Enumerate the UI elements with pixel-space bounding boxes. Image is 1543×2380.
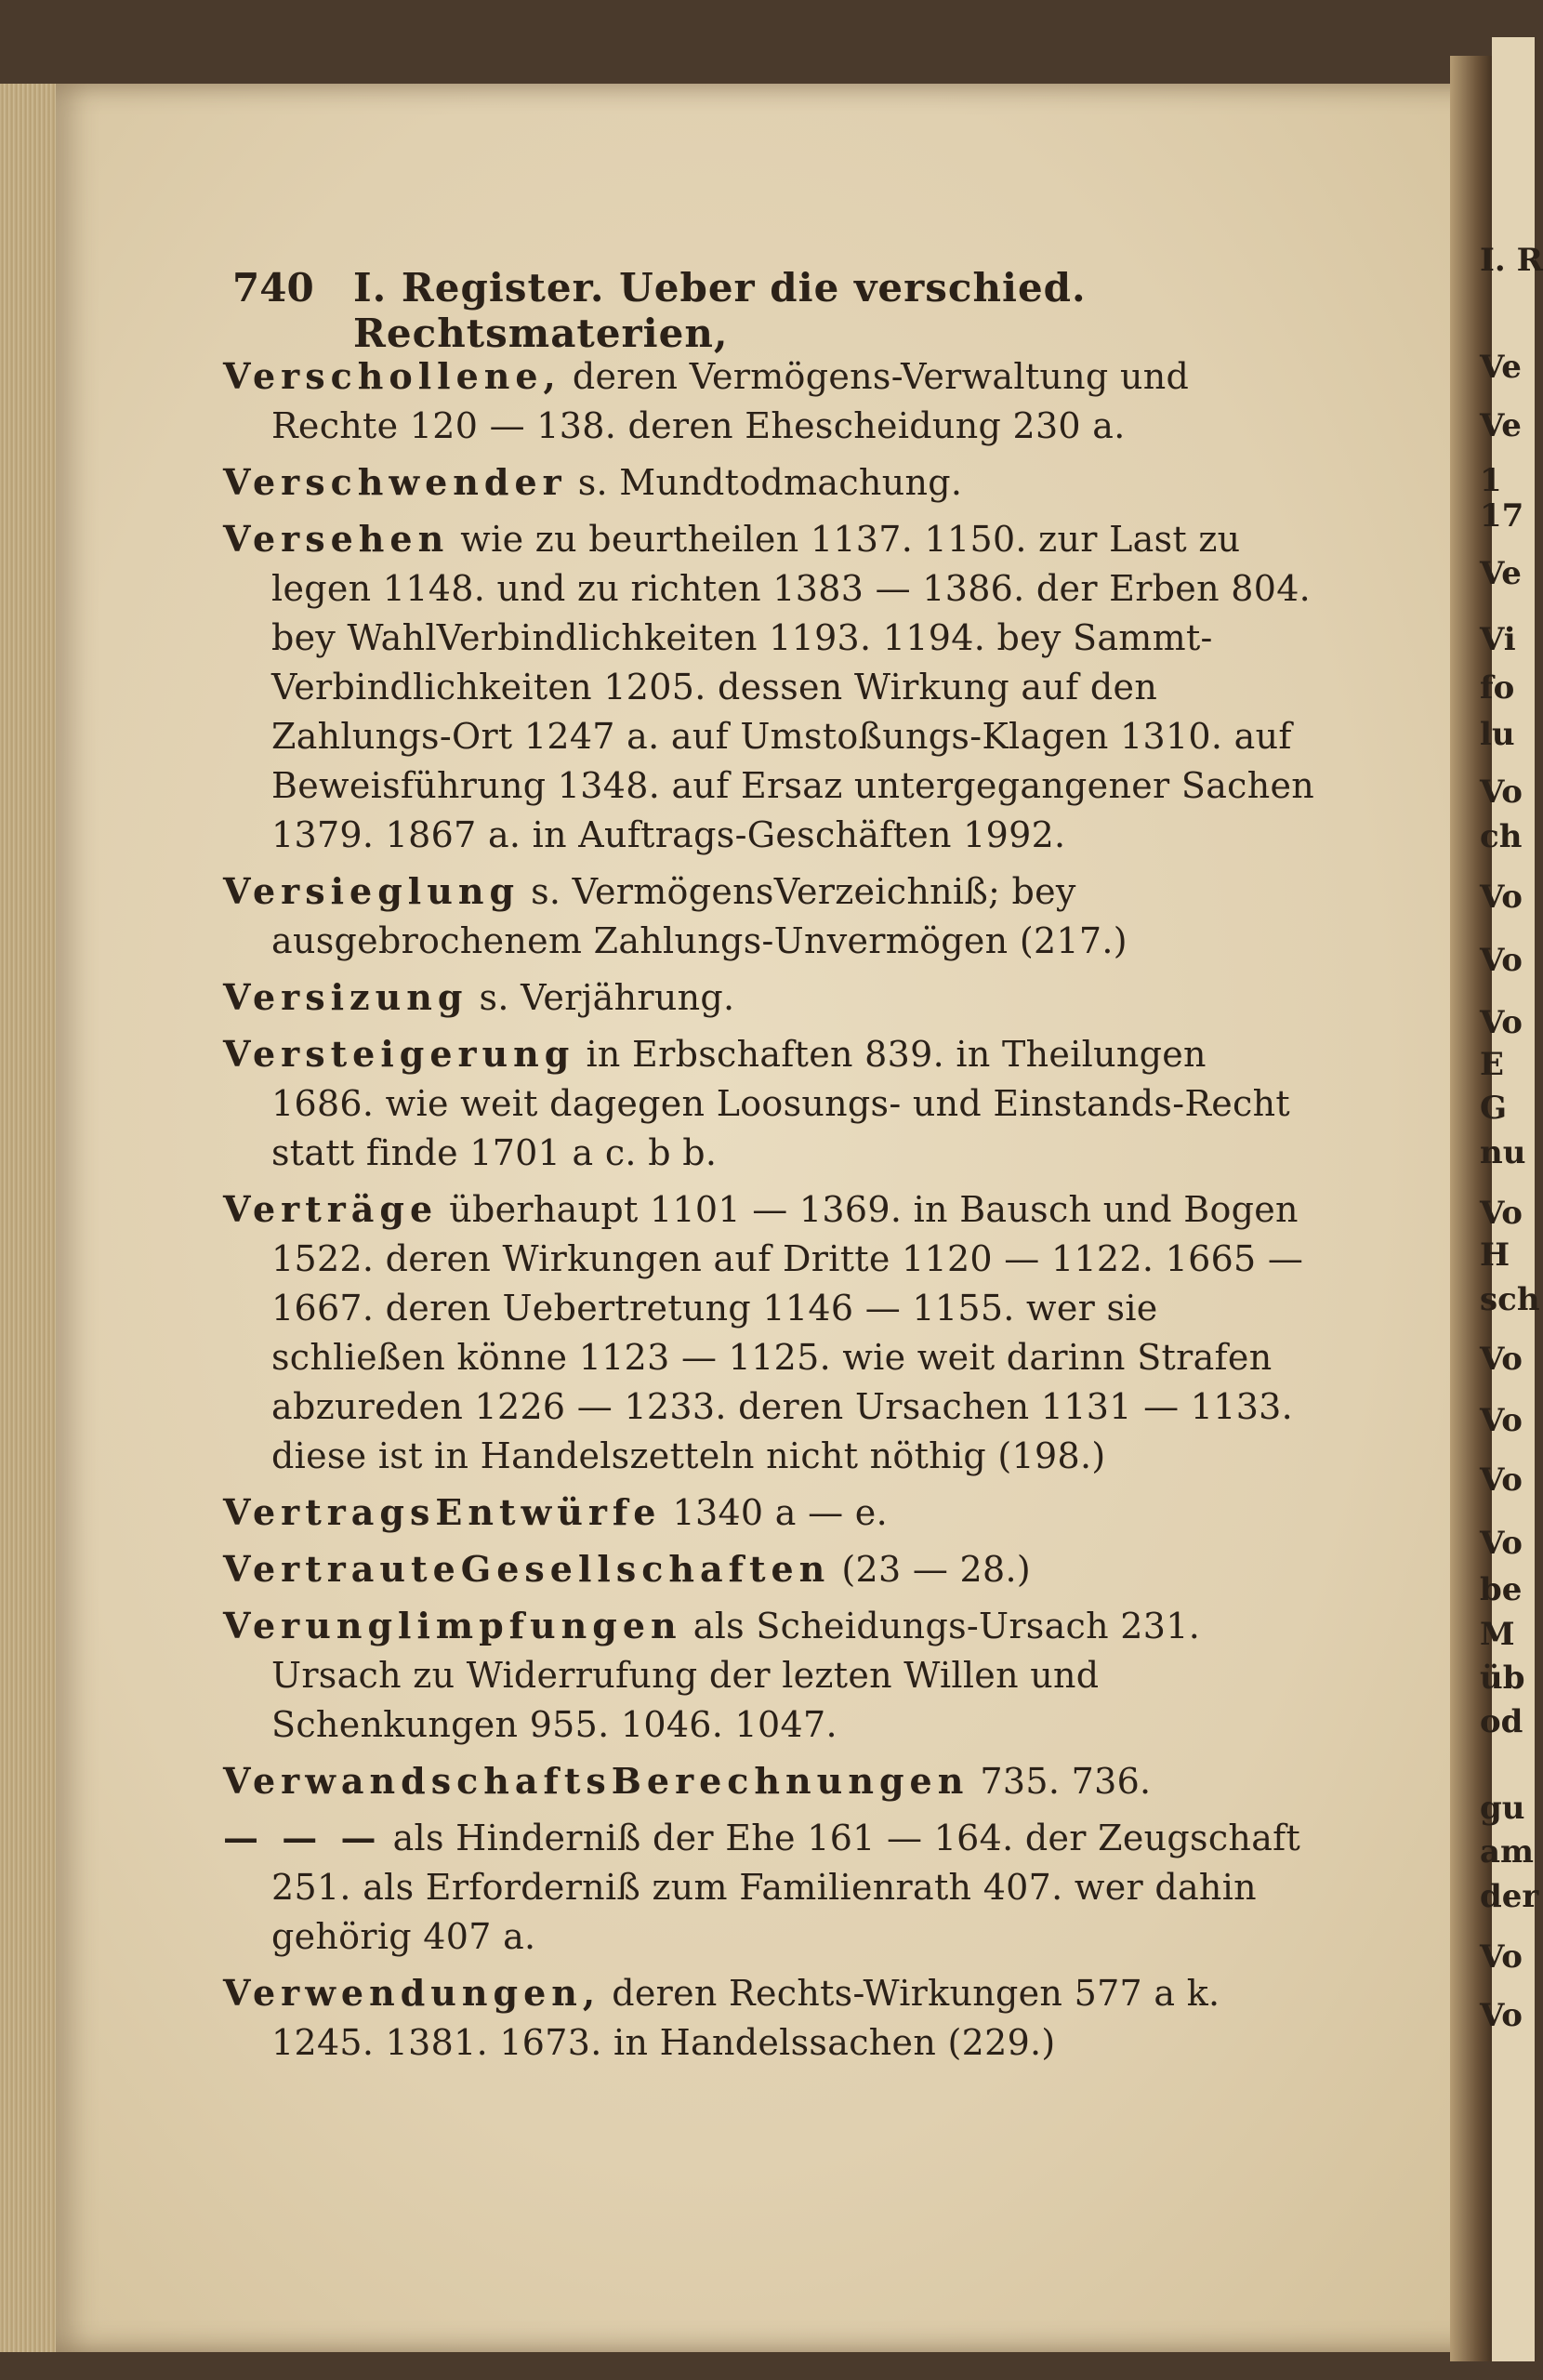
next-page-fragment: nu [1480,1134,1526,1171]
entry-head: — — — [223,1817,382,1858]
next-page-fragment: E [1480,1046,1504,1083]
entry-head: Versteigerung [223,1033,575,1075]
running-title: I. Register. Ueber die verschied. Rechtsmaterien, [353,265,1087,356]
next-page-fragment: Vo [1480,879,1523,916]
next-page-fragment: sch [1480,1281,1540,1318]
entry-text: als Hinderniß der Ehe 161 — 164. der Zeugschaft 251. als Erforderniß zum Familienrath 407. wer dahin gehörig 407 a. [271,1818,1301,1957]
register-entry [223,457,1320,508]
entry-text: deren Rechts-Wirkungen 577 a k. 1245. 1381. 1673. in Handelssachen (229.) [271,1973,1220,2063]
next-page-fragment: der [1480,1878,1539,1915]
page-header [232,265,1320,356]
entry-head: Versizung [223,976,468,1018]
entry-head: Verunglimpfungen [223,1605,682,1646]
entry-head: VertragsEntwürfe [223,1491,662,1533]
next-page-fragment: I. R [1480,242,1543,279]
entry-text: deren Vermögens-Verwaltung und Rechte 120 — 138. deren Ehescheidung 230 a. [271,356,1190,446]
next-page-fragment: 17 [1480,497,1524,535]
next-page-fragment: Vo [1480,1341,1523,1378]
next-page-fragment: Vo [1480,1402,1523,1439]
next-page-fragment: M [1480,1616,1515,1653]
register-entry [223,1029,1320,1178]
next-page-fragment: gu [1480,1790,1525,1827]
next-page-fragment: Vi [1480,621,1516,658]
entry-head: Verwendungen, [223,1972,601,2014]
next-page-fragment: Vo [1480,1195,1523,1232]
next-page-fragment: od [1480,1703,1523,1740]
next-page-fragment: H [1480,1236,1510,1274]
entry-text: s. VermögensVerzeichniß; bey ausgebrochenem Zahlungs-Unvermögen (217.) [271,871,1128,961]
register-entry [223,972,1320,1023]
register-entry [223,1813,1320,1962]
next-page-fragment: Vo [1480,1461,1523,1499]
next-page-fragment: G [1480,1090,1508,1127]
register-entry [223,1968,1320,2068]
entry-text: in Erbschaften 839. in Theilungen 1686. wie weit dagegen Loosungs- und Einstands-Recht statt finde 1701 a c. b b. [271,1034,1290,1173]
register-entry [223,866,1320,966]
register-entry [223,351,1320,451]
next-page-fragment: be [1480,1571,1523,1608]
next-page-fragment: Vo [1480,1525,1523,1562]
next-page-fragment: fo [1480,669,1515,707]
entry-head: Verschwender [223,461,567,503]
next-page-fragment: Ve [1480,407,1522,444]
entry-text: (23 — 28.) [841,1549,1032,1590]
register-entries [223,351,1320,2074]
next-page-fragment: Vo [1480,1938,1523,1976]
next-page-fragment: Ve [1480,555,1522,592]
next-page-fragment: Vo [1480,1004,1523,1041]
next-page-fragment: Vo [1480,1997,1523,2034]
page-number: 740 [232,265,314,311]
entry-head: Versieglung [223,870,521,912]
register-entry [223,1184,1320,1481]
next-page-fragment: 1 [1480,462,1502,499]
next-page-fragment: am [1480,1833,1535,1871]
register-entry [223,1544,1320,1594]
next-page-fragment: Ve [1480,349,1522,386]
next-page-fragment: ch [1480,818,1523,855]
entry-text: 1340 a — e. [672,1492,888,1533]
next-page-fragment: Vo [1480,942,1523,979]
entry-head: VertrauteGesellschaften [223,1548,831,1590]
next-page-fragment: Vo [1480,774,1523,811]
next-page-fragment: üb [1480,1659,1525,1697]
entry-head: Verschollene, [223,355,561,397]
entry-text: s. Verjährung. [479,977,735,1018]
register-entry [223,1756,1320,1806]
entry-text: s. Mundtodmachung. [577,462,963,503]
entry-text: überhaupt 1101 — 1369. in Bausch und Bogen 1522. deren Wirkungen auf Dritte 1120 — 1122. 1665 — 1667. deren Uebertretung 1146 — 1155. wer sie schließen könne 1123 — 1125. wie weit darinn Strafen abzureden 1226 — 1233. deren Ursachen 1131 — 1133. diese ist in Handelszetteln nicht nöthig (198.) [271,1189,1304,1476]
entry-text: wie zu beurtheilen 1137. 1150. zur Last zu legen 1148. und zu richten 1383 — 1386. der Erben 804. bey WahlVerbindlichkeiten 1193. 1194. bey Sammt-Verbindlichkeiten 1205. dessen Wirkung auf den Zahlungs-Ort 1247 a. auf Umstoßungs-Klagen 1310. auf Beweisführung 1348. auf Ersaz untergegangener Sachen 1379. 1867 a. in Auftrags-Geschäften 1992. [271,519,1315,855]
register-entry [223,514,1320,860]
entry-text: als Scheidungs-Ursach 231. Ursach zu Widerrufung der lezten Willen und Schenkungen 955. 1046. 1047. [271,1606,1201,1745]
entry-head: Verträge [223,1188,439,1230]
register-entry [223,1601,1320,1750]
entry-head: Versehen [223,518,450,560]
entry-text: 735. 736. [980,1761,1152,1802]
next-page-fragment: lu [1480,716,1515,753]
register-entry [223,1488,1320,1538]
entry-head: VerwandschaftsBerechnungen [223,1760,969,1802]
